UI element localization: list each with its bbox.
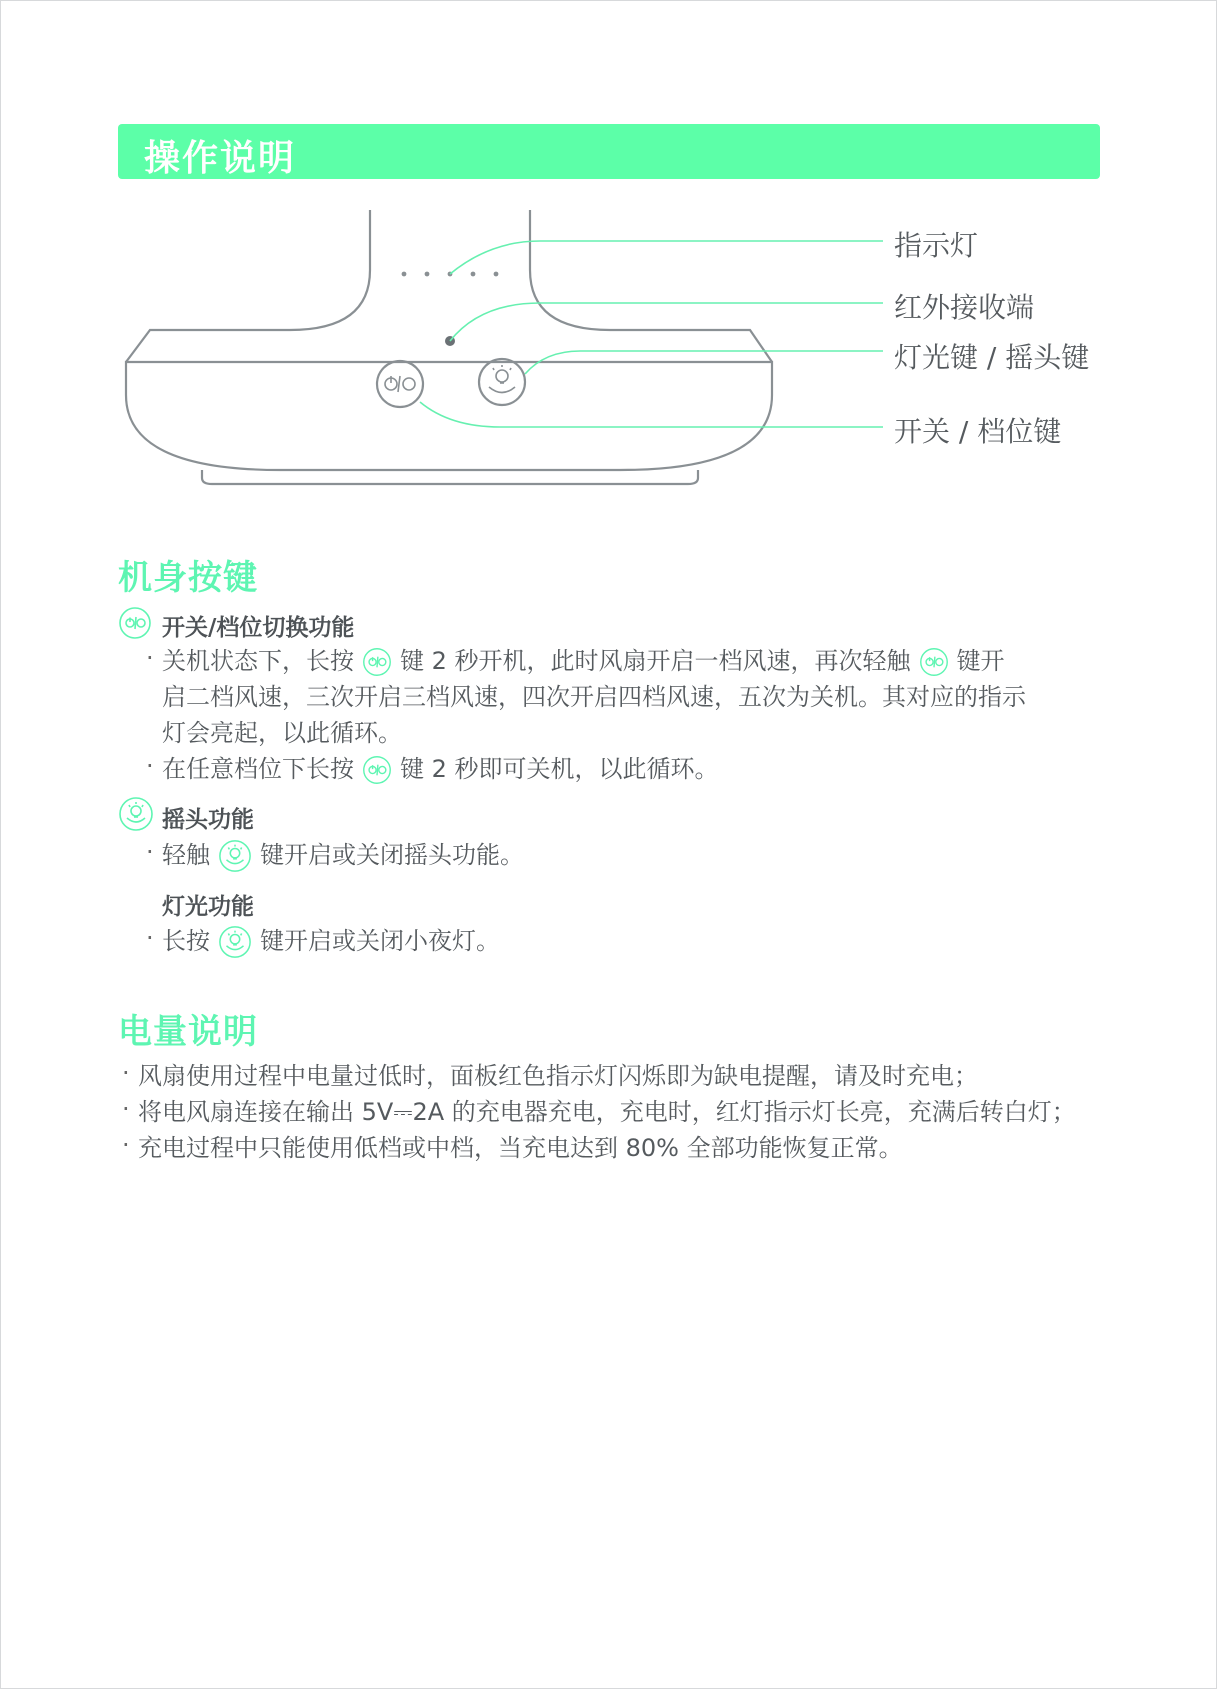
light-oscillate-icon (118, 796, 154, 836)
section-heading-buttons: 机身按键 (118, 558, 258, 598)
oscillate-title: 摇头功能 (162, 807, 254, 833)
oscillate-bullet-1: 轻触 键开启或关闭摇头功能。 (162, 837, 524, 873)
callout-power-speed-key: 开关 / 档位键 (894, 415, 1062, 448)
callout-light-oscillate-key: 灯光键 / 摇头键 (894, 341, 1090, 374)
callout-ir-receiver: 红外接收端 (894, 291, 1035, 324)
power-title: 开关/档位切换功能 (162, 615, 355, 641)
power-fan-icon (118, 606, 152, 644)
section-heading-battery: 电量说明 (118, 1012, 258, 1052)
light-oscillate-icon (489, 365, 515, 393)
light-oscillate-icon (218, 925, 252, 959)
power-fan-icon (919, 647, 949, 677)
power-fan-icon (362, 647, 392, 677)
light-title: 灯光功能 (162, 894, 254, 920)
light-oscillate-icon (218, 839, 252, 873)
battery-line-1: 风扇使用过程中电量过低时，面板红色指示灯闪烁即为缺电提醒，请及时充电； (138, 1062, 978, 1090)
power-bullet-1: 关机状态下，长按 键 2 秒开机，此时风扇开启一档风速，再次轻触 键开 (162, 647, 1005, 675)
callout-indicator: 指示灯 (894, 229, 979, 262)
power-fan-icon (362, 755, 392, 785)
banner-title: 操作说明 (144, 138, 297, 179)
power-bullet-1-line-3: 灯会亮起，以此循环。 (162, 719, 402, 747)
light-bullet-1: 长按 键开启或关闭小夜灯。 (162, 923, 500, 959)
section-banner (118, 124, 1100, 179)
power-bullet-1-line-2: 启二档风速，三次开启三档风速，四次开启四档风速，五次为关机。其对应的指示 (162, 683, 1026, 711)
battery-line-2: 将电风扇连接在输出 5V⎓2A 的充电器充电，充电时，红灯指示灯长亮，充满后转白灯； (138, 1098, 1076, 1126)
power-bullet-2: 在任意档位下长按 键 2 秒即可关机，以此循环。 (162, 755, 719, 783)
battery-line-3: 充电过程中只能使用低档或中档，当充电达到 80% 全部功能恢复正常。 (138, 1134, 903, 1162)
power-fan-icon (385, 376, 415, 392)
